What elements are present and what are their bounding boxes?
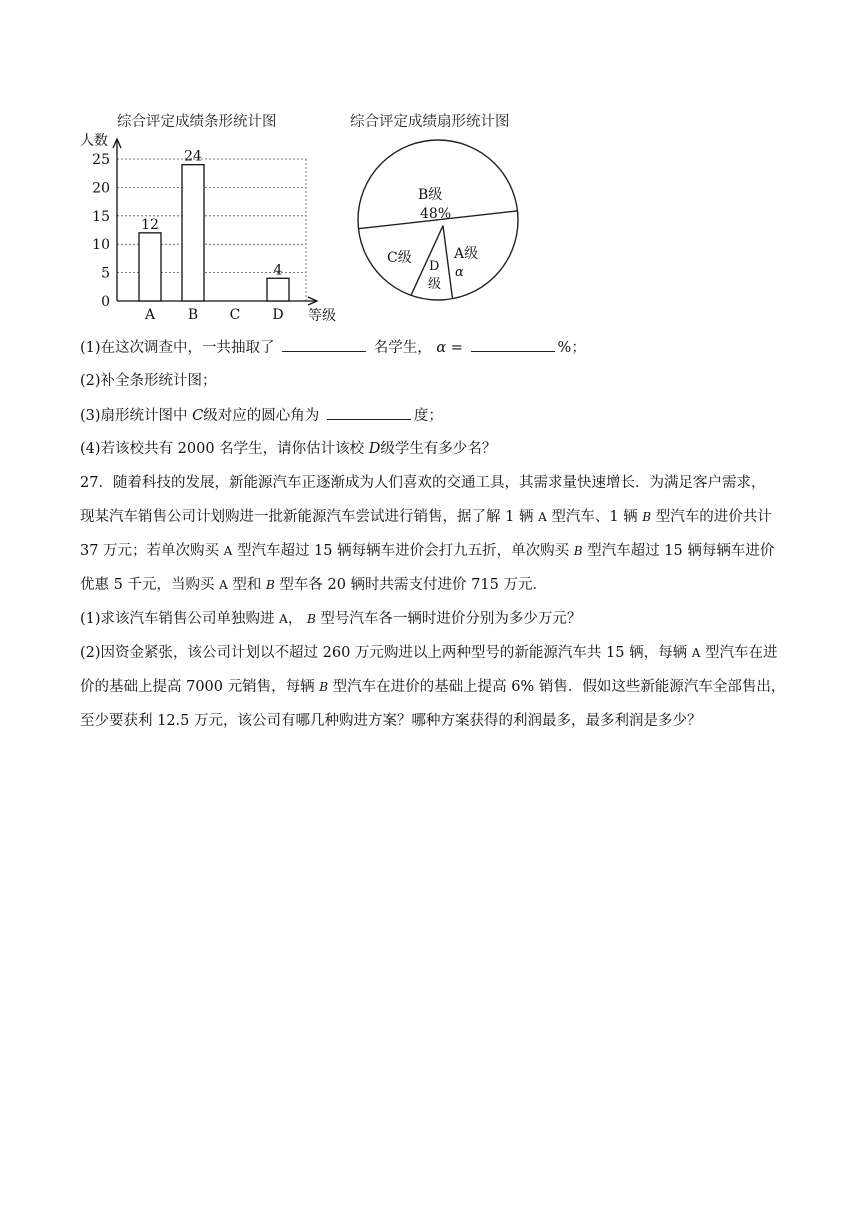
p27-l2-c: 型汽车的进价共计: [655, 509, 772, 525]
x-axis-label: 等级: [308, 308, 336, 324]
pie-label-a: A级: [454, 246, 479, 262]
pie-label-d-1: D: [429, 259, 440, 274]
q1-alpha: α: [436, 340, 447, 356]
p27-l2-a: 现某汽车销售公司计划购进一批新能源汽车尝试进行销售，据了解 1 辆: [80, 509, 534, 525]
p27-s2-l2-pct: 6%: [511, 679, 535, 695]
y-tick-label: 0: [101, 294, 110, 310]
pie-chart: [356, 138, 522, 304]
bar-value-label-B: 24: [184, 148, 202, 165]
q4-grade-d: D: [368, 441, 381, 457]
p27-s1-a: (1)求该汽车销售公司单独购进: [80, 611, 275, 627]
x-tick-label-B: B: [187, 307, 199, 323]
p27-s2-l2-c: 销售．假如这些新能源汽车全部售出，: [538, 679, 786, 695]
pie-chart-title: 综合评定成绩扇形统计图: [350, 114, 510, 130]
p27-l3-type-a: A: [223, 544, 233, 558]
p27-l3-b: 型汽车超过 15 辆每辆车进价会打九五折，单次购买: [236, 543, 570, 559]
p27-l4-a: 优惠 5 千元，当购买: [80, 577, 215, 593]
q1-text-a: (1)在这次调查中，一共抽取了: [80, 340, 275, 356]
q4-text-a: (4)若该校共有 2000 名学生，请你估计该校: [80, 441, 365, 457]
question-2: (2)补全条形统计图；: [80, 373, 217, 389]
q1-blank-alpha: [471, 337, 555, 352]
p27-l4-type-a: A: [219, 578, 228, 592]
p27-s2-l1-b: 型汽车在进: [705, 645, 778, 661]
y-axis-label: 人数: [80, 133, 108, 149]
p27-sub-2-line-2: [80, 677, 786, 697]
p27-l2-type-a: A: [538, 510, 547, 524]
p27-s2-l1-a: (2)因资金紧张，该公司计划以不超过 260 万元购进以上两种型号的新能源汽车共 15 辆，每辆: [80, 645, 688, 661]
q1-blank-count: [282, 337, 366, 352]
q3-text-a: (3)扇形统计图中: [80, 408, 188, 424]
pie-label-c: C级: [387, 250, 412, 266]
p27-s2-l2-b: 型汽车在进价的基础上提高: [332, 679, 507, 695]
pie-label-alpha: α: [455, 265, 464, 280]
p27-line-3: [80, 541, 786, 561]
pie-label-d-2: 级: [428, 277, 442, 292]
q3-blank-angle: [327, 405, 411, 420]
x-tick-label-A: A: [144, 307, 156, 323]
bar-B: [182, 165, 204, 301]
q1-text-b: 名学生，: [373, 340, 432, 356]
q3-text-d: 度；: [413, 408, 443, 424]
bar-value-label-D: 4: [273, 262, 283, 279]
p27-s1-b: ，: [287, 611, 303, 627]
p27-l2-b: 型汽车、1 辆: [551, 509, 638, 525]
p27-l3-c: 型汽车超过 15 辆每辆车进价: [587, 543, 775, 559]
q1-eq: =: [446, 340, 463, 356]
q3-grade-c: C: [192, 408, 204, 424]
p27-s2-l2-a: 价的基础上提高 7000 元销售，每辆: [80, 679, 315, 695]
question-4: [80, 439, 786, 459]
p27-l2-type-b: B: [642, 510, 652, 524]
bar-A: [139, 233, 161, 301]
p27-l4-c: 型车各 20 辆时共需支付进价 715 万元．: [279, 577, 547, 593]
bar-D: [267, 278, 289, 301]
y-tick-label: 15: [92, 208, 110, 225]
p27-l3-type-b: B: [573, 544, 583, 558]
p27-s1-type-a: A: [279, 612, 288, 626]
p27-s2-l1-type-a: A: [691, 646, 701, 660]
bar-chart: [76, 128, 356, 326]
p27-sub-2-line-1: [80, 643, 786, 663]
y-tick-label: 10: [92, 237, 110, 254]
pie-label-b-percent: 48%: [420, 206, 452, 222]
q3-text-b: 级对应的圆心角为: [203, 408, 320, 424]
y-tick-label: 25: [92, 152, 110, 168]
p27-line-2: [80, 507, 786, 527]
p27-l4-b: 型和: [232, 577, 262, 593]
p27-s1-type-b: B: [306, 612, 316, 626]
pie-divider-d-right: [443, 226, 453, 299]
p27-l4-type-b: B: [265, 578, 275, 592]
p27-sub-2-line-3: 至少要获利 12.5 万元，该公司有哪几种购进方案？哪种方案获得的利润最多，最多利润是多少？: [80, 713, 702, 729]
question-3: [80, 405, 786, 426]
p27-sub-1: [80, 609, 786, 629]
y-tick-label: 20: [92, 180, 110, 197]
p27-line-1: 27．随着科技的发展，新能源汽车正逐渐成为人们喜欢的交通工具，其需求量快速增长．为满足客户需求，: [80, 475, 766, 491]
p27-s1-c: 型号汽车各一辆时进价分别为多少万元？: [320, 611, 582, 627]
q4-text-b: 级学生有多少名？: [380, 441, 497, 457]
question-1: [80, 337, 786, 358]
q1-text-c: %；: [557, 340, 586, 356]
bar-value-label-A: 12: [141, 216, 159, 233]
y-tick-label: 5: [101, 265, 110, 282]
x-tick-label-C: C: [229, 307, 241, 323]
pie-label-b: B级: [418, 187, 443, 203]
p27-s2-l2-type-b: B: [319, 680, 329, 694]
x-tick-label-D: D: [272, 307, 284, 323]
p27-line-4: [80, 575, 786, 595]
p27-l3-a: 37 万元；若单次购买: [80, 543, 220, 559]
bar-chart-title: 综合评定成绩条形统计图: [117, 114, 277, 130]
